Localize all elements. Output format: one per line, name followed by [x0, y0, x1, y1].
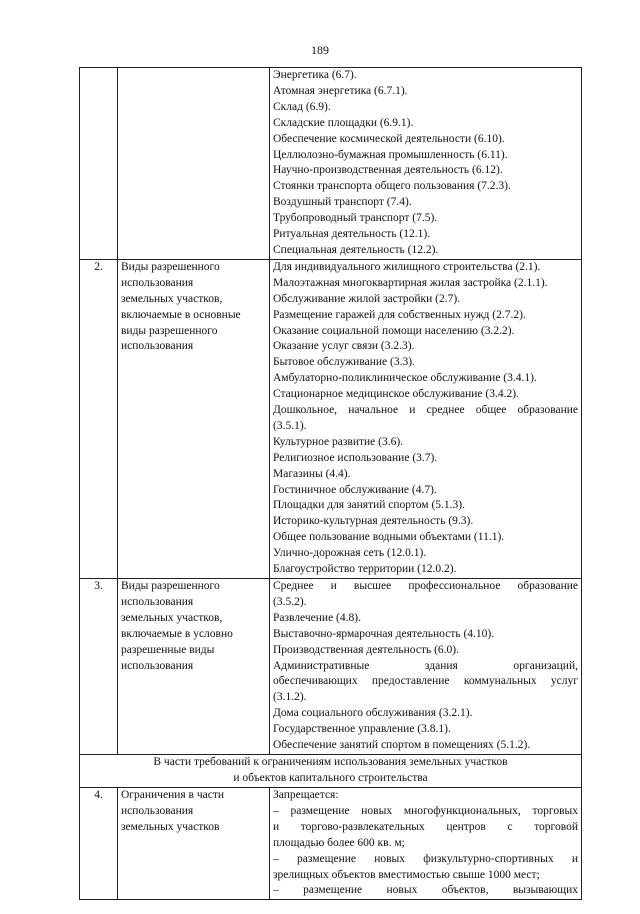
text-line: Размещение гаражей для собственных нужд (2.7.2). — [273, 308, 526, 321]
text-line: Обеспечение занятий спортом в помещениях (5.1.2). — [273, 739, 531, 752]
text-line: площадью более 600 кв. м; — [273, 836, 405, 849]
row-number-cell: 2. — [80, 259, 118, 578]
row-items-cell — [270, 68, 582, 260]
text-line: разрешенные виды — [121, 643, 215, 656]
text-line: Виды разрешенного — [121, 580, 220, 592]
text-line: Научно-производственная деятельность (6.12). — [273, 164, 503, 177]
table-row — [80, 787, 582, 899]
text-line: Религиозное использование (3.7). — [273, 451, 438, 464]
row-name-cell — [118, 579, 270, 755]
text-line: Малоэтажная многоквартирная жилая застройка (2.1.1). — [273, 276, 548, 289]
section-header-row — [80, 754, 582, 787]
text-line: – размещение новых объектов, вызывающих — [273, 884, 578, 897]
text-line: Гостиничное обслуживание (4.7). — [273, 483, 437, 496]
regulations-table — [79, 67, 582, 900]
row-name-cell — [118, 787, 270, 899]
text-line: включаемые в условно — [121, 627, 233, 640]
text-line: Ограничения в части — [121, 788, 225, 801]
text-line: использования — [121, 659, 194, 672]
text-line: В части требований к ограничениям использования земельных участков — [153, 755, 508, 768]
text-line: Стоянки транспорта общего пользования (7.2.3). — [273, 180, 511, 193]
text-line: Дома социального обслуживания (3.2.1). — [273, 707, 473, 720]
text-line: Улично-дорожная сеть (12.0.1). — [273, 547, 427, 560]
text-line: Культурное развитие (3.6). — [273, 435, 404, 448]
text-line: земельных участков, — [121, 292, 223, 305]
text-line: Площадки для занятий спортом (5.1.3). — [273, 499, 465, 512]
row-items-cell — [270, 579, 582, 755]
text-line: использования — [121, 276, 194, 289]
text-line: Благоустройство территории (12.0.2). — [273, 563, 457, 576]
text-line: Стационарное медицинское обслуживание (3.4.2). — [273, 388, 519, 401]
text-line: Развлечение (4.8). — [273, 611, 361, 624]
text-line: Запрещается: — [273, 788, 339, 801]
text-line: Виды разрешенного — [121, 260, 220, 273]
text-line: Историко-культурная деятельность (9.3). — [273, 515, 474, 528]
text-line: земельных участков — [121, 820, 220, 833]
text-line: Обслуживание жилой застройки (2.7). — [273, 292, 461, 305]
row-items-cell — [270, 787, 582, 899]
text-line: Для индивидуального жилищного строительства (2.1). — [273, 260, 541, 273]
table-row — [80, 579, 582, 755]
table-row — [80, 259, 582, 578]
row-number-cell: 3. — [80, 579, 118, 755]
row-name-cell — [118, 68, 270, 260]
row-name-cell — [118, 259, 270, 578]
text-line: зрелищных объектов вместимостью свыше 1000 мест; — [273, 868, 540, 881]
text-line: Выставочно-ярмарочная деятельность (4.10). — [273, 627, 495, 640]
text-line: Государственное управление (3.8.1). — [273, 723, 451, 736]
row-items-cell — [270, 259, 582, 578]
text-line: Общее пользование водными объектами (11.1). — [273, 531, 505, 544]
text-line: земельных участков, — [121, 611, 223, 624]
text-line: Среднее и высшее профессиональное образование — [273, 580, 578, 592]
text-line: Оказание социальной помощи населению (3.2.2). — [273, 324, 515, 337]
text-line: и торгово-развлекательных центров с торговой — [273, 820, 578, 833]
text-line: Бытовое обслуживание (3.3). — [273, 356, 415, 369]
text-line: виды разрешенного — [121, 324, 218, 337]
text-line: – размещение новых многофункциональных, торговых — [273, 804, 578, 817]
text-line: Административные здания организаций, — [273, 659, 578, 672]
text-line: включаемые в основные — [121, 308, 241, 321]
text-line: и объектов капитального строительства — [233, 771, 428, 784]
text-line: Энергетика (6.7). — [273, 69, 357, 81]
section-header-cell — [80, 754, 582, 787]
text-line: Обеспечение космической деятельности (6.10). — [273, 132, 505, 145]
row-number-cell: 4. — [80, 787, 118, 899]
text-line: – размещение новых физкультурно-спортивных и — [273, 852, 578, 865]
text-line: Склад (6.9). — [273, 100, 331, 113]
text-line: Магазины (4.4). — [273, 467, 351, 480]
text-line: Оказание услуг связи (3.2.3). — [273, 340, 415, 353]
text-line: Воздушный транспорт (7.4). — [273, 196, 412, 209]
text-line: обеспечивающих предоставление коммунальных услуг — [273, 675, 578, 688]
text-line: (3.5.2). — [273, 595, 307, 608]
row-number-cell — [80, 68, 118, 260]
text-line: Амбулаторно-поликлиническое обслуживание (3.4.1). — [273, 372, 537, 385]
text-line: Атомная энергетика (6.7.1). — [273, 84, 408, 97]
text-line: Трубопроводный транспорт (7.5). — [273, 212, 438, 225]
text-line: Складские площадки (6.9.1). — [273, 116, 414, 129]
text-line: Дошкольное, начальное и среднее общее образование — [273, 404, 578, 417]
text-line: Ритуальная деятельность (12.1). — [273, 228, 431, 241]
text-line: (3.5.1). — [273, 419, 307, 432]
text-line: Производственная деятельность (6.0). — [273, 643, 460, 656]
text-line: Целлюлозно-бумажная промышленность (6.11). — [273, 148, 508, 161]
page-number: 189 — [311, 43, 329, 57]
table-row — [80, 68, 582, 260]
text-line: Специальная деятельность (12.2). — [273, 243, 439, 256]
text-line: использования — [121, 804, 194, 817]
text-line: использования — [121, 340, 194, 353]
text-line: использования — [121, 595, 194, 608]
text-line: (3.1.2). — [273, 691, 307, 704]
